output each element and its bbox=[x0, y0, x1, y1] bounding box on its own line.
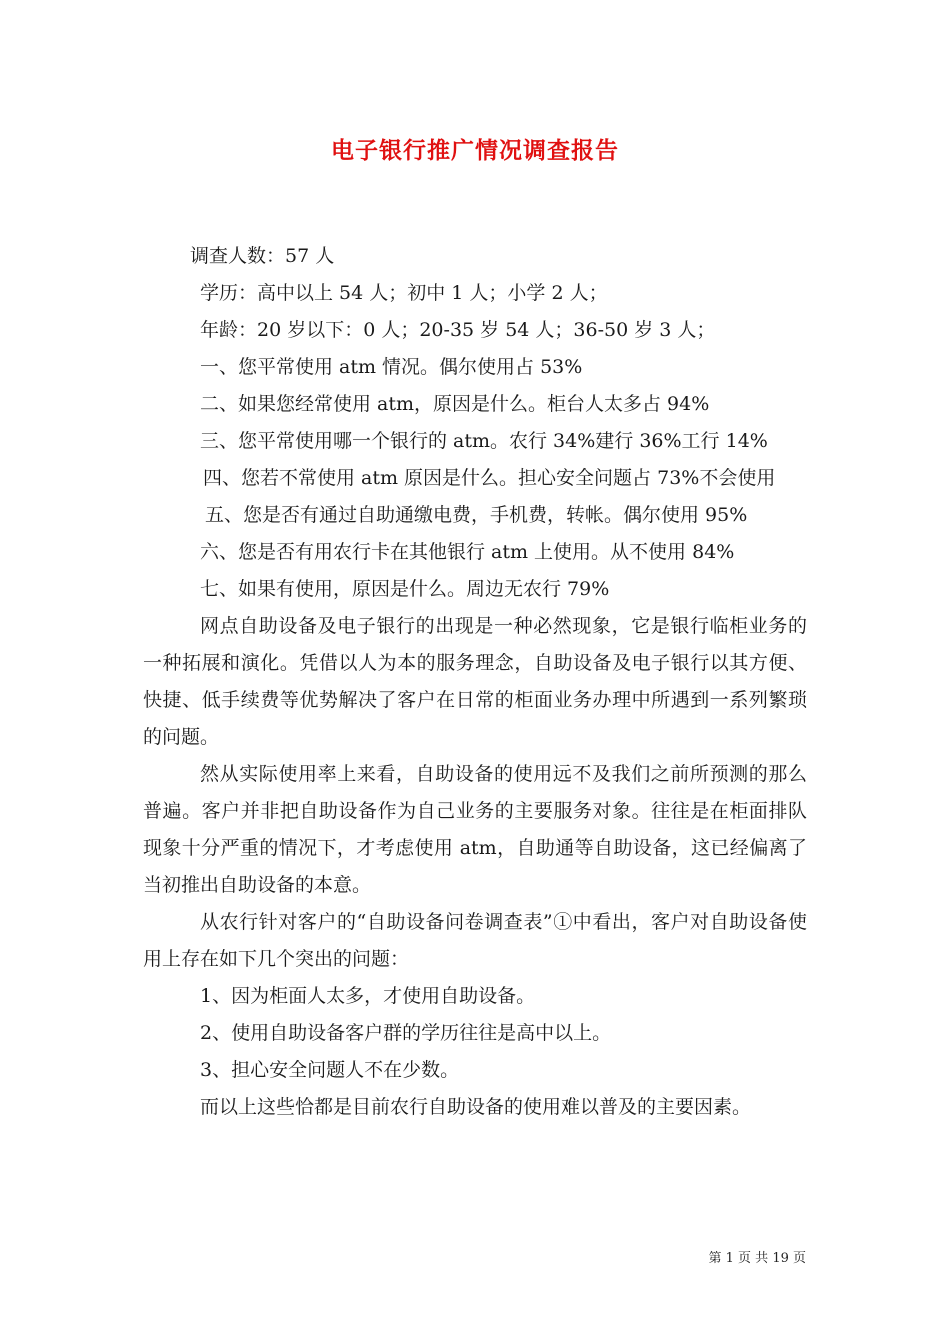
paragraph-1: 网点自助设备及电子银行的出现是一种必然现象，它是银行临柜业务的一种拓展和演化。凭借以人为本的服务理念，自助设备及电子银行以其方便、快捷、低手续费等优势解决了客户在日常的柜面业务办理中所遇到一系列繁琐的问题。 bbox=[143, 615, 807, 748]
paragraph-2: 然从实际使用率上来看，自助设备的使用远不及我们之前所预测的那么普遍。客户并非把自助设备作为自己业务的主要服务对象。往往是在柜面排队现象十分严重的情况下，才考虑使用 atm，自助通等自助设备，这已经偏离了当初推出自助设备的本意。 bbox=[143, 763, 807, 896]
issue-2: 2、使用自助设备客户群的学历往往是高中以上。 bbox=[200, 1022, 612, 1044]
conclusion-paragraph: 而以上这些恰都是目前农行自助设备的使用难以普及的主要因素。 bbox=[200, 1096, 752, 1118]
page-number-footer: 第 1 页 共 19 页 bbox=[708, 1251, 806, 1266]
paragraph-3: 从农行针对客户的“自助设备问卷调查表”①中看出，客户对自助设备使用上存在如下几个突出的问题： bbox=[143, 911, 807, 970]
question-5: 五、您是否有通过自助通缴电费，手机费，转帐。偶尔使用 95% bbox=[205, 504, 748, 526]
question-7: 七、如果有使用，原因是什么。周边无农行 79% bbox=[200, 578, 610, 600]
survey-count: 调查人数：57 人 bbox=[190, 245, 335, 267]
survey-education: 学历：高中以上 54 人；初中 1 人；小学 2 人； bbox=[200, 282, 608, 304]
question-1: 一、您平常使用 atm 情况。偶尔使用占 53% bbox=[200, 356, 583, 378]
document-title: 电子银行推广情况调查报告 bbox=[331, 137, 619, 164]
question-4: 四、您若不常使用 atm 原因是什么。担心安全问题占 73%不会使用 bbox=[203, 467, 776, 489]
issue-1: 1、因为柜面人太多，才使用自助设备。 bbox=[200, 985, 536, 1007]
question-2: 二、如果您经常使用 atm，原因是什么。柜台人太多占 94% bbox=[200, 393, 710, 415]
issue-3: 3、担心安全问题人不在少数。 bbox=[200, 1059, 460, 1081]
question-3: 三、您平常使用哪一个银行的 atm。农行 34%建行 36%工行 14% bbox=[200, 430, 768, 452]
document-body bbox=[143, 238, 807, 1126]
survey-age: 年龄：20 岁以下：0 人；20-35 岁 54 人；36-50 岁 3 人； bbox=[200, 319, 716, 341]
question-6: 六、您是否有用农行卡在其他银行 atm 上使用。从不使用 84% bbox=[200, 541, 735, 563]
